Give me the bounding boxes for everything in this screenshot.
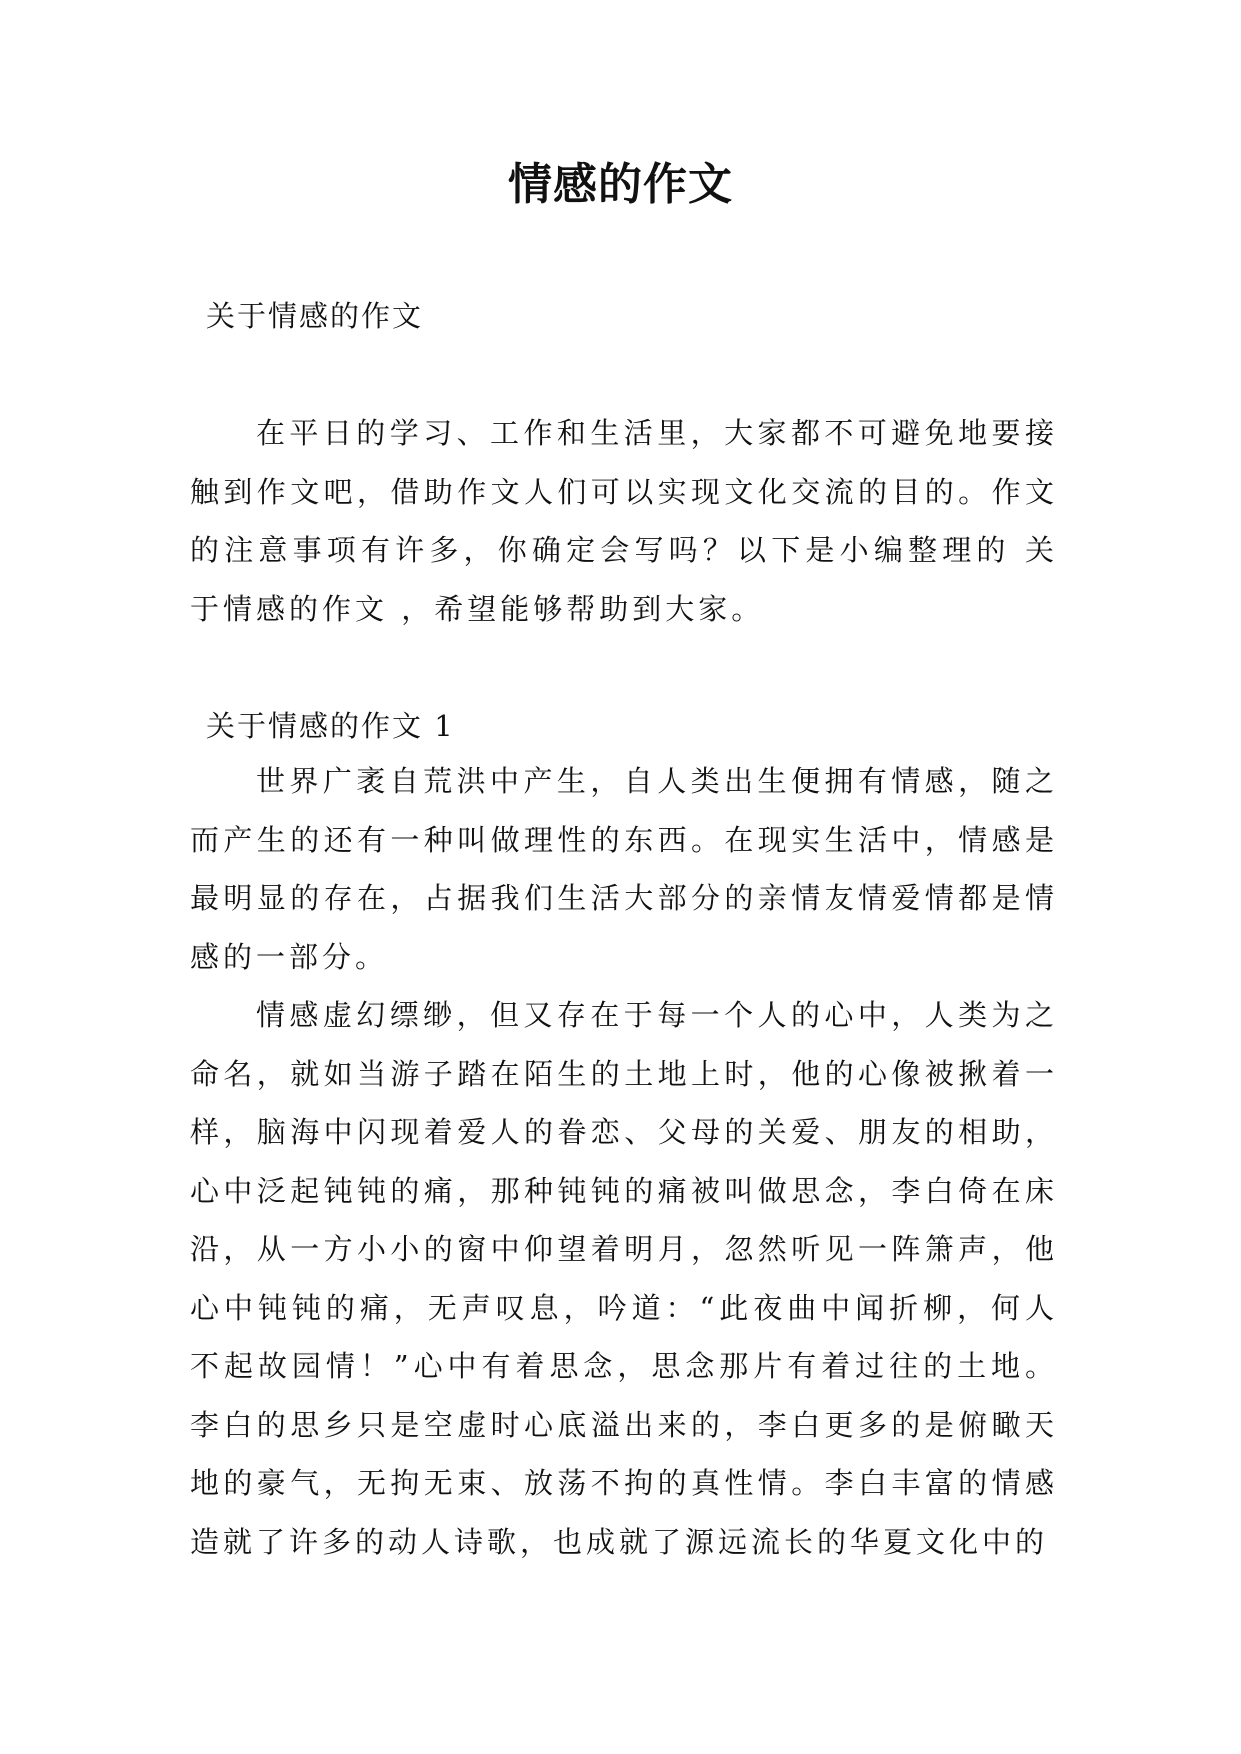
document-subtitle: 关于情感的作文 <box>206 299 424 333</box>
intro-paragraph: 在平日的学习、工作和生活里，大家都不可避免地要接触到作文吧，借助作文人们可以实现文化交流的目的。作文的注意事项有许多，你确定会写吗？以下是小编整理的 关于情感的作文 ，希望能够帮助到大家。 <box>190 416 1058 626</box>
document-title: 情感的作文 <box>508 159 733 210</box>
body-paragraph: 世界广袤自荒洪中产生，自人类出生便拥有情感，随之而产生的还有一种叫做理性的东西。在现实生活中，情感是最明显的存在，占据我们生活大部分的亲情友情爱情都是情感的一部分。 <box>190 764 1058 974</box>
section-heading: 关于情感的作文 1 <box>206 709 455 743</box>
body-paragraph: 情感虚幻缥缈，但又存在于每一个人的心中，人类为之命名，就如当游子踏在陌生的土地上时，他的心像被揪着一样，脑海中闪现着爱人的眷恋、父母的关爱、朋友的相助，心中泛起钝钝的痛，那种钝钝的痛被叫做思念，李白倚在床沿，从一方小小的窗中仰望着明月，忽然听见一阵箫声，他心中钝钝的痛，无声叹息，吟道：“此夜曲中闻折柳，何人不起故园情！”心中有着思念，思念那片有着过往的土地。李白的思乡只是空虚时心底溢出来的，李白更多的是俯瞰天地的豪气，无拘无束、放荡不拘的真性情。李白丰富的情感造就了许多的动人诗歌，也成就了源远流长的华夏文化中的 <box>190 998 1058 1559</box>
